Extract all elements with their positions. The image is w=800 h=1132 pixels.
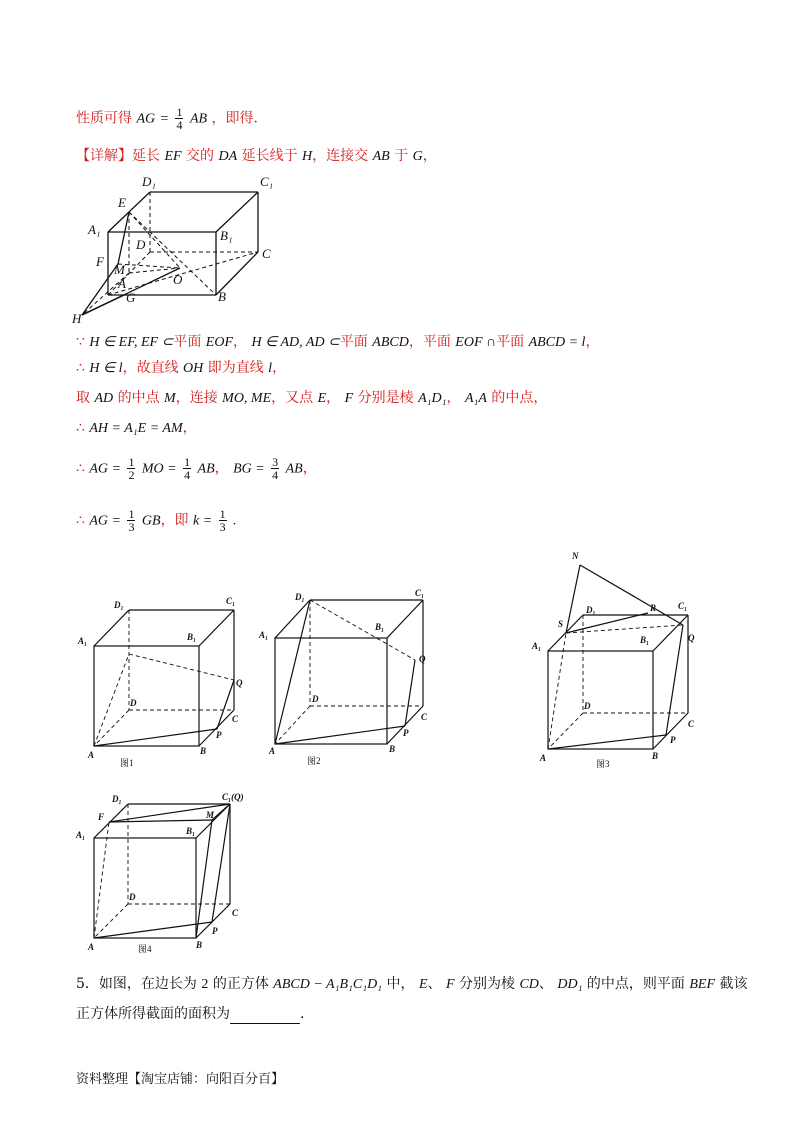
math-expr: AG = bbox=[89, 461, 121, 477]
vertex-label: B bbox=[389, 744, 396, 754]
vertex-label: D bbox=[130, 698, 137, 708]
text-segment: 的中点，则平面 bbox=[586, 976, 685, 992]
text-segment: . bbox=[300, 1006, 305, 1022]
main-cube-figure bbox=[60, 170, 300, 325]
text-segment: 延长线于 bbox=[241, 148, 298, 164]
question-5-line-1 bbox=[76, 974, 747, 995]
math-expr: H ∈ AD, AD ⊂ bbox=[251, 335, 340, 350]
vertex-label: A₁ bbox=[88, 222, 101, 237]
figure-1 bbox=[72, 592, 252, 772]
question-5-line-2 bbox=[76, 1004, 304, 1024]
figure-3 bbox=[528, 545, 708, 770]
text-segment: ，平面 bbox=[408, 334, 451, 350]
fraction-denominator: 4 bbox=[176, 118, 183, 132]
vertex-label: C₁(Q) bbox=[222, 792, 244, 802]
vertex-label: C bbox=[421, 712, 428, 722]
vertex-label: B₁ bbox=[187, 632, 197, 642]
figure-caption: 图2 bbox=[307, 756, 321, 766]
math-expr: BEF bbox=[689, 977, 716, 992]
math-expr: BG = bbox=[233, 461, 265, 477]
math-expr: DA bbox=[218, 149, 238, 164]
vertex-label: C bbox=[232, 908, 239, 918]
fraction-numerator: 3 bbox=[272, 455, 279, 469]
text-segment: 分别为棱 bbox=[459, 976, 515, 992]
vertex-label: C bbox=[262, 246, 271, 261]
text-line-8 bbox=[76, 508, 237, 533]
vertex-label: H bbox=[72, 311, 82, 325]
text-segment: 平面 bbox=[339, 334, 368, 350]
answer-blank[interactable] bbox=[230, 1009, 300, 1024]
math-expr: AB bbox=[197, 461, 215, 477]
vertex-label: A bbox=[88, 942, 95, 952]
vertex-label: Q bbox=[419, 654, 426, 664]
vertex-label: B bbox=[200, 746, 207, 756]
vertex-label: A bbox=[88, 750, 95, 760]
vertex-label: P bbox=[670, 735, 676, 745]
fraction-numerator: 1 bbox=[176, 105, 183, 119]
vertex-label: B bbox=[218, 289, 226, 304]
text-segment: ， bbox=[182, 420, 197, 436]
math-expr: H ∈ EF, EF ⊂ bbox=[89, 335, 174, 350]
vertex-label: D bbox=[136, 237, 146, 252]
vertex-label: B₁ bbox=[640, 635, 650, 645]
math-expr: G bbox=[412, 149, 423, 164]
therefore-symbol: ∴ bbox=[76, 512, 85, 529]
text-segment: 平面 bbox=[173, 334, 202, 350]
math-expr: EF bbox=[164, 149, 182, 164]
text-segment: ，即得. bbox=[211, 110, 258, 127]
text-segment: 中， bbox=[386, 976, 415, 992]
math-expr: AG = bbox=[89, 513, 121, 529]
math-expr: F bbox=[344, 391, 354, 406]
vertex-label: D₁ bbox=[142, 174, 156, 189]
fraction-denominator: 4 bbox=[272, 468, 279, 482]
math-expr: EOF ∩ bbox=[455, 335, 497, 350]
fraction bbox=[219, 508, 227, 533]
vertex-label: B bbox=[652, 751, 659, 761]
text-segment: ，即 bbox=[160, 512, 189, 529]
math-expr: k = bbox=[193, 513, 213, 529]
vertex-label: A bbox=[540, 753, 547, 763]
fraction bbox=[127, 456, 135, 481]
math-expr: AH = A₁E = AM bbox=[89, 421, 183, 436]
vertex-label: P bbox=[403, 728, 409, 738]
figure-caption: 图1 bbox=[120, 758, 134, 768]
vertex-label: A₁ bbox=[532, 641, 542, 651]
text-line-3 bbox=[76, 332, 599, 353]
vertex-label: N bbox=[572, 551, 579, 561]
vertex-label: C₁ bbox=[260, 174, 274, 189]
text-line-1 bbox=[76, 106, 258, 131]
figure-caption: 图4 bbox=[138, 944, 152, 954]
math-expr: H ∈ l bbox=[89, 361, 123, 376]
therefore-symbol: ∴ bbox=[76, 420, 85, 436]
text-segment: 正方体所得截面的面积为 bbox=[76, 1006, 230, 1022]
math-expr: A₁A bbox=[464, 391, 487, 406]
text-segment: 5．如图，在边长为 bbox=[76, 976, 197, 992]
text-segment: ，故直线 bbox=[122, 360, 179, 376]
vertex-label: M bbox=[114, 262, 125, 277]
math-expr: DD₁ bbox=[557, 977, 583, 992]
detail-heading: 【详解】 bbox=[76, 148, 132, 164]
fraction bbox=[271, 456, 279, 481]
therefore-symbol: ∴ bbox=[76, 460, 85, 477]
text-segment: 、 bbox=[538, 976, 553, 992]
vertex-label: A bbox=[118, 276, 126, 291]
vertex-label: C₁ bbox=[415, 588, 425, 598]
text-line-4 bbox=[76, 358, 286, 379]
fraction-numerator: 1 bbox=[128, 455, 135, 469]
vertex-label: E bbox=[118, 195, 126, 210]
vertex-label: S bbox=[558, 619, 564, 629]
text-segment: 性质可得 bbox=[76, 110, 132, 127]
vertex-label: C bbox=[688, 719, 695, 729]
vertex-label: B₁ bbox=[186, 826, 196, 836]
vertex-label: B₁ bbox=[375, 622, 385, 632]
math-expr: H bbox=[302, 149, 313, 164]
vertex-label: F bbox=[98, 812, 105, 822]
text-segment: ， bbox=[302, 460, 317, 477]
vertex-label: A₁ bbox=[76, 830, 86, 840]
math-expr: E bbox=[317, 391, 327, 406]
fraction-denominator: 4 bbox=[184, 468, 191, 482]
vertex-label: R bbox=[650, 603, 657, 613]
text-segment: ，连接交 bbox=[312, 148, 369, 164]
vertex-label: D₁ bbox=[114, 600, 124, 610]
text-segment: ，连接 bbox=[175, 390, 218, 406]
text-line-6 bbox=[76, 418, 197, 439]
vertex-label: B bbox=[196, 940, 203, 950]
fraction bbox=[127, 508, 135, 533]
text-segment: ，又点 bbox=[271, 390, 314, 406]
text-segment: 于 bbox=[394, 148, 409, 164]
text-segment: 截该 bbox=[719, 976, 748, 992]
vertex-label: D bbox=[584, 701, 591, 711]
text-segment: ， bbox=[233, 334, 247, 350]
vertex-label: G bbox=[126, 290, 136, 305]
math-expr: AG bbox=[136, 111, 156, 127]
vertex-label: O bbox=[173, 272, 183, 287]
fraction bbox=[183, 456, 191, 481]
text-line-7 bbox=[76, 456, 317, 481]
vertex-label: C₁ bbox=[678, 601, 688, 611]
text-segment: 、 bbox=[427, 976, 442, 992]
footer-source: 资料整理【淘宝店铺：向阳百分百】 bbox=[76, 1072, 285, 1087]
because-symbol: ∵ bbox=[76, 334, 85, 350]
math-expr: AD bbox=[94, 391, 114, 406]
math-expr: AB bbox=[372, 149, 390, 164]
text-line-2 bbox=[76, 146, 437, 167]
vertex-label: D bbox=[312, 694, 319, 704]
vertex-label: M bbox=[206, 810, 215, 820]
text-segment: 的中点， bbox=[491, 390, 548, 406]
vertex-label: F bbox=[96, 254, 104, 269]
text-segment: 的正方体 bbox=[212, 976, 269, 992]
text-segment: ， bbox=[446, 390, 461, 406]
vertex-label: C bbox=[232, 714, 239, 724]
fraction-numerator: 1 bbox=[219, 507, 226, 521]
vertex-label: C₁ bbox=[226, 596, 236, 606]
vertex-label: A₁ bbox=[78, 636, 88, 646]
math-expr: MO = bbox=[141, 461, 177, 477]
figure-caption: 图3 bbox=[596, 759, 610, 769]
math-expr: MO, ME bbox=[222, 391, 272, 406]
fraction bbox=[175, 106, 183, 131]
text-segment: ， bbox=[272, 360, 287, 376]
vertex-label: Q bbox=[236, 678, 243, 688]
math-expr: ABCD − A₁B₁C₁D₁ bbox=[273, 977, 383, 992]
math-expr: GB bbox=[141, 513, 161, 529]
fraction-denominator: 3 bbox=[219, 520, 226, 534]
text-segment: ， bbox=[214, 460, 229, 477]
math-expr: ABCD = l bbox=[528, 335, 586, 350]
math-expr: OH bbox=[183, 361, 204, 376]
vertex-label: D₁ bbox=[586, 605, 596, 615]
fraction-denominator: 2 bbox=[128, 468, 135, 482]
vertex-label: D bbox=[129, 892, 136, 902]
text-segment: ， bbox=[422, 148, 437, 164]
math-expr: ABCD bbox=[372, 335, 409, 350]
math-expr: 2 bbox=[201, 977, 209, 992]
text-segment: 即为直线 bbox=[207, 360, 264, 376]
math-expr: AB bbox=[189, 111, 208, 127]
fraction-denominator: 3 bbox=[128, 520, 135, 534]
text-segment: 分别是棱 bbox=[357, 390, 414, 406]
math-expr: . bbox=[233, 513, 237, 529]
fraction-numerator: 1 bbox=[184, 455, 191, 469]
text-segment: 延长 bbox=[132, 148, 160, 164]
text-segment: 平面 bbox=[496, 334, 525, 350]
math-expr: AB bbox=[285, 461, 303, 477]
figure-4 bbox=[72, 790, 262, 960]
vertex-label: A₁ bbox=[259, 630, 269, 640]
text-line-5 bbox=[76, 388, 547, 409]
text-segment: ， bbox=[326, 390, 341, 406]
text-segment: 取 bbox=[76, 390, 90, 406]
math-expr: F bbox=[445, 977, 455, 992]
math-expr: EOF bbox=[205, 335, 233, 350]
vertex-label: D₁ bbox=[112, 794, 122, 804]
text-segment: ， bbox=[585, 334, 600, 350]
math-expr: E bbox=[418, 977, 428, 992]
vertex-label: Q bbox=[688, 633, 695, 643]
vertex-label: P bbox=[216, 730, 222, 740]
text-segment: 交的 bbox=[186, 148, 215, 164]
math-expr: CD bbox=[519, 977, 539, 992]
math-expr: = bbox=[159, 111, 170, 127]
text-segment: 的中点 bbox=[117, 390, 160, 406]
fraction-numerator: 1 bbox=[128, 507, 135, 521]
vertex-label: P bbox=[212, 926, 218, 936]
math-expr: A₁D₁ bbox=[418, 391, 447, 406]
math-expr: l bbox=[268, 361, 273, 376]
vertex-label: D₁ bbox=[295, 592, 305, 602]
therefore-symbol: ∴ bbox=[76, 360, 85, 376]
math-expr: M bbox=[164, 391, 176, 406]
vertex-label: B₁ bbox=[220, 228, 233, 243]
vertex-label: A bbox=[269, 746, 276, 756]
figure-2 bbox=[255, 588, 445, 768]
